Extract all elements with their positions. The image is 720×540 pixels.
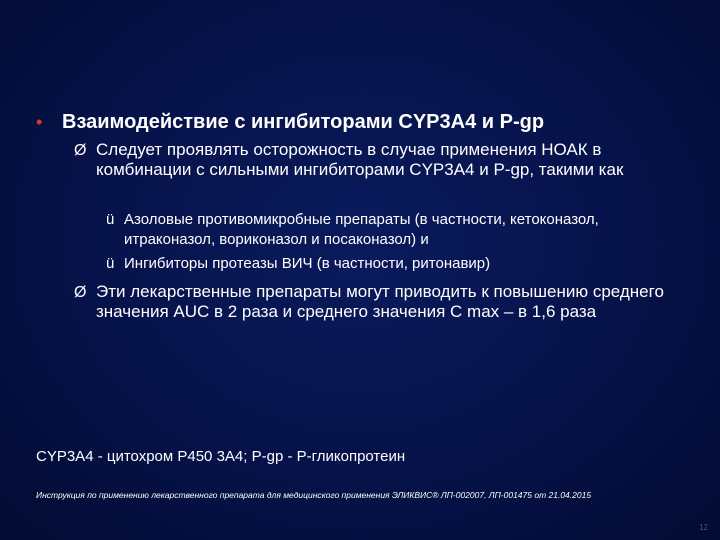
- page-number: 12: [699, 523, 708, 532]
- sub-point-1-row: [106, 210, 624, 250]
- sub-point-1-text: Азоловые противомикробные препараты (в частности, кетоконазол, итраконазол, вориконазол и посаконазол) и: [124, 211, 599, 248]
- arrow-bullet-icon: Ø: [74, 284, 87, 301]
- abbreviation-footnote: CYP3A4 - цитохром P450 3A4; P-gp - P-гликопротеин: [36, 448, 406, 465]
- point-1-row: [74, 140, 682, 180]
- point-2-row: [74, 282, 696, 322]
- point-2-text: Эти лекарственные препараты могут приводить к повышению среднего значения AUC в 2 раза и среднего значения C max – в 1,6 раза: [96, 282, 664, 321]
- point-1-text: Следует проявлять осторожность в случае применения НОАК в комбинации с сильными ингибиторами CYP3A4 и P-gp, такими как: [96, 140, 624, 179]
- heading-row: [36, 110, 544, 134]
- bullet-icon: •: [36, 112, 43, 132]
- sub-point-2-row: [106, 254, 664, 274]
- source-reference: Инструкция по применению лекарственного препарата для медицинского применения ЭЛИКВИС® ЛП-002007, ЛП-001475 от 21.04.2015: [36, 490, 592, 500]
- arrow-bullet-icon: Ø: [74, 142, 87, 159]
- check-bullet-icon: ü: [106, 255, 115, 272]
- slide-heading: Взаимодействие с ингибиторами CYP3A4 и P-gp: [62, 111, 545, 133]
- sub-point-2-text: Ингибиторы протеазы ВИЧ (в частности, ритонавир): [124, 255, 491, 272]
- check-bullet-icon: ü: [106, 211, 115, 228]
